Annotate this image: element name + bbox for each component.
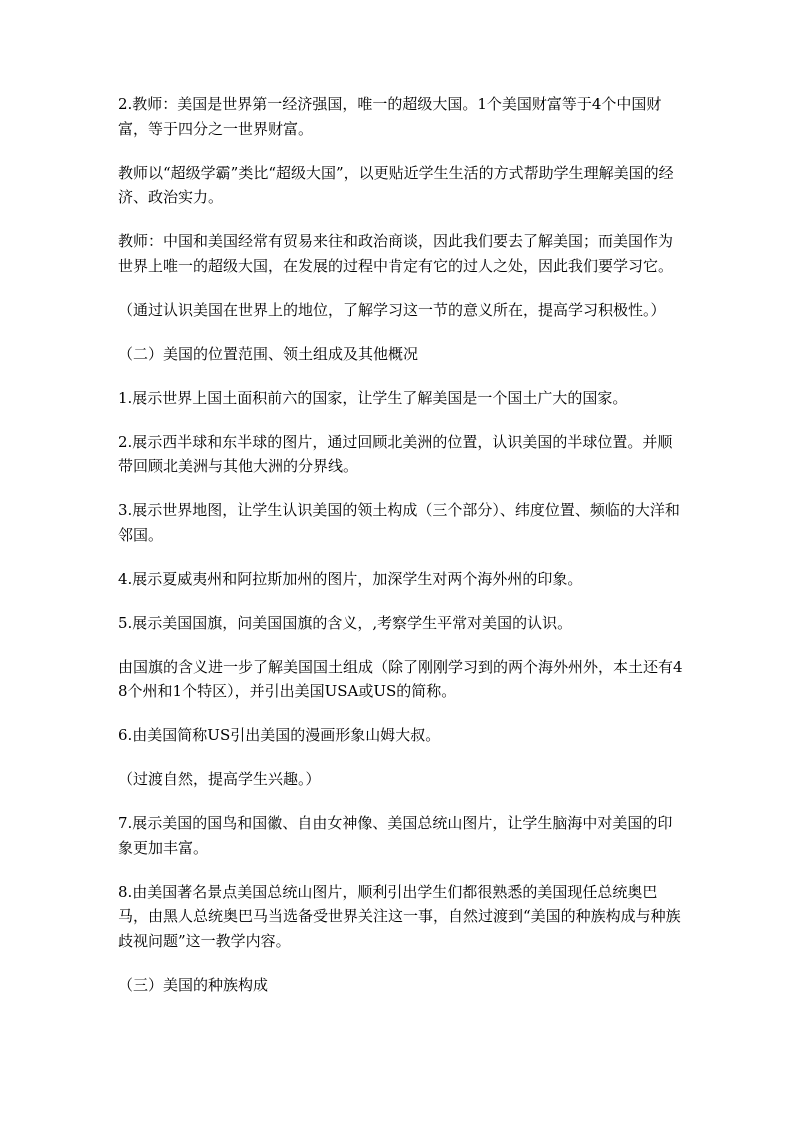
paragraph-item-3: 3.展示世界地图，让学生认识美国的领土构成（三个部分）、纬度位置、频临的大洋和邻国。	[118, 501, 680, 544]
paragraph-item-7: 7.展示美国的国鸟和国徽、自由女神像、美国总统山图片，让学生脑海中对美国的印象更加丰富。	[118, 814, 673, 857]
section-heading-location: （二）美国的位置范围、领土组成及其他概况	[118, 344, 419, 363]
paragraph-teacher-reason: 教师：中国和美国经常有贸易来往和政治商谈，因此我们要去了解美国；而美国作为世界上唯一的超级大国，在发展的过程中肯定有它的过人之处，因此我们要学习它。	[118, 232, 674, 275]
paragraph-item-8: 8.由美国著名景点美国总统山图片，顺利引出学生们都很熟悉的美国现任总统奥巴马，由黑人总统奥巴马当选备受世界关注这一事，自然过渡到“美国的种族构成与种族歧视问题”这一教学内容。	[118, 882, 681, 950]
paragraph-item-6: 6.由美国简称US引出美国的漫画形象山姆大叔。	[118, 726, 441, 744]
paragraph-item-1: 1.展示世界上国土面积前六的国家，让学生了解美国是一个国土广大的国家。	[118, 388, 628, 407]
paragraph-item-5: 5.展示美国国旗，问美国国旗的含义，,考察学生平常对美国的认识。	[118, 613, 573, 632]
section-heading-ethnic: （三）美国的种族构成	[118, 975, 269, 994]
paragraph-note-transition: （过渡自然，提高学生兴趣。）	[118, 770, 321, 788]
paragraph-item-4: 4.展示夏威夷州和阿拉斯加州的图片，加深学生对两个海外州的印象。	[118, 569, 583, 588]
paragraph-analogy: 教师以“超级学霸”类比“超级大国”，以更贴近学生生活的方式帮助学生理解美国的经济、政治实力。	[118, 163, 674, 206]
paragraph-teacher-statement: 2.教师：美国是世界第一经济强国，唯一的超级大国。1个美国财富等于4个中国财富，等于四分之一世界财富。	[118, 95, 662, 138]
paragraph-note-significance: （通过认识美国在世界上的地位，了解学习这一节的意义所在，提高学习积极性。）	[118, 300, 666, 319]
paragraph-flag-meaning: 由国旗的含义进一步了解美国国土组成（除了刚刚学习到的两个海外州外，本土还有48个州和1个特区），并引出美国USA或US的简称。	[118, 657, 683, 700]
document-body	[118, 92, 684, 1017]
paragraph-item-2: 2.展示西半球和东半球的图片，通过回顾北美洲的位置，认识美国的半球位置。并顺带回顾北美洲与其他大洲的分界线。	[118, 432, 673, 475]
